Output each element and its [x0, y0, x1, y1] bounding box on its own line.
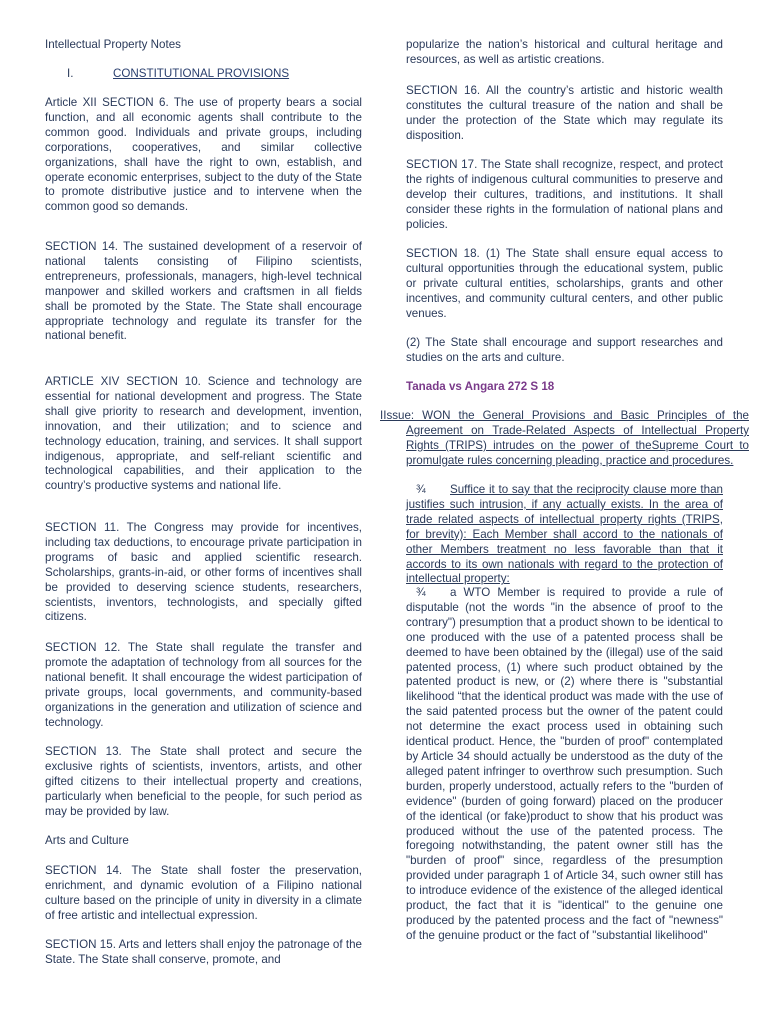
paragraph-section-11: SECTION 11. The Congress may provide for incentives, including tax deductions, to encourage private participation in programs of basic and applied scientific research. Scholarships, grants-in-aid, or other forms of incentives shall be provided to deserving science students, researchers, scientists, inventors, technologists, and specially gifted citizens. [45, 521, 362, 624]
bullet-2-text: a WTO Member is required to provide a rule of disputable (not the words "in the absence of proof to the contrary") presumption that a product shown to be identical to one produced with the use of a patented process shall be deemed to have been obtained by the (illegal) use of the said patented process, (1) where such product obtained by the patented product is new, or (2) where there is "substantial likelihood “that the identical product was made with the use of the said patented process but the owner of the patent could not determine the exact process used in obtaining such identical product. Hence, the "burden of proof" contemplated by Article 34 should actually be understood as the duty of the alleged patent infringer to overthrow such presumption. Such burden, properly understood, actually refers to the "burden of evidence" (burden of going forward) placed on the producer of the identical (or fake)product to show that his product was produced without the use of the patented process. The foregoing notwithstanding, the patent owner still has the "burden of proof" since, regardless of the presumption provided under paragraph 1 of Article 34, such owner still has to introduce evidence of the existence of the alleged identical product, the fact that it is "identical" to the genuine one produced by the patented process and the fact of "newness" of the genuine product or the fact of "substantial likelihood" [406, 586, 723, 942]
bullet-symbol: ¾ [416, 586, 426, 599]
case-title: Tanada vs Angara 272 S 18 [406, 380, 555, 393]
paragraph-section-15: SECTION 15. Arts and letters shall enjoy the patronage of the State. The State shall conserve, promote, and [45, 938, 362, 966]
paragraph-section-18: SECTION 18. (1) The State shall ensure equal access to cultural opportunities through the educational system, public or private cultural entities, scholarships, grants and other incentives, and community cultural centers, and other public venues. [406, 247, 723, 320]
issue-paragraph: IIssue: WON the General Provisions and Basic Principles of the Agreement on Trade-Related Aspects of Intellectual Property Rights (TRIPS) intrudes on the power of theSupreme Court to promulgate rules concerning pleading, practice and procedures. [380, 409, 749, 467]
heading-text: CONSTITUTIONAL PROVISIONS [113, 67, 290, 80]
paragraph-continued: popularize the nation’s historical and cultural heritage and resources, as well as artistic creations. [406, 38, 723, 66]
paragraph-section-14-culture: SECTION 14. The State shall foster the preservation, enrichment, and dynamic evolution of a Filipino national culture based on the principle of unity in diversity in a climate of free artistic and intellectual expression. [45, 864, 362, 922]
paragraph-section-12: SECTION 12. The State shall regulate the transfer and promote the adaptation of technology from all sources for the national benefit. It shall encourage the widest participation of private groups, local governments, and community-based organizations in the generation and utilization of science and technology. [45, 641, 362, 729]
paragraph-section-16: SECTION 16. All the country’s artistic and historic wealth constitutes the cultural treasure of the nation and shall be under the protection of the State which may regulate its disposition. [406, 84, 723, 142]
paragraph-article-xii: Article XII SECTION 6. The use of property bears a social function, and all economic agents shall contribute to the common good. Individuals and private groups, including corporations, cooperatives, and similar collective organizations, shall have the right to own, establish, and operate economic enterprises, subject to the duty of the State to promote distributive justice and to intervene when the common good so demands. [45, 96, 362, 214]
heading-number: I. [67, 67, 74, 80]
paragraph-section-13: SECTION 13. The State shall protect and secure the exclusive rights of scientists, inventors, artists, and other gifted citizens to their intellectual property and creations, particularly when beneficial to the people, for such period as may be provided by law. [45, 745, 362, 818]
bullet-item-1 [406, 483, 723, 587]
paragraph-section-17: SECTION 17. The State shall recognize, respect, and protect the rights of indigenous cultural communities to preserve and develop their cultures, traditions, and institutions. It shall consider these rights in the formulation of national plans and policies. [406, 158, 723, 231]
bullet-1-text: Suffice it to say that the reciprocity clause more than justifies such intrusion, if any actually exists. In the area of trade related aspects of intellectual property rights (TRIPS, for brevity): Each Member shall accord to the nationals of other Members treatment no less favorable than that it accords to its own nationals with regard to the protection of intellectual property: [406, 483, 723, 586]
document-title: Intellectual Property Notes [45, 38, 181, 51]
subheading-arts-culture: Arts and Culture [45, 834, 129, 847]
paragraph-section-14: SECTION 14. The sustained development of a reservoir of national talents consisting of Filipino scientists, entrepreneurs, professionals, managers, high-level technical manpower and skilled workers and craftsmen in all fields shall be promoted by the State. The State shall encourage appropriate technology and regulate its transfer for the national benefit. [45, 240, 362, 343]
paragraph-section-18-2: (2) The State shall encourage and support researches and studies on the arts and culture. [406, 336, 723, 364]
paragraph-article-xiv: ARTICLE XIV SECTION 10. Science and technology are essential for national development and progress. The State shall give priority to research and development, invention, innovation, and their utilization; and to science and technology education, training, and services. It shall support indigenous, appropriate, and self-reliant scientific and technological capabilities, and their application to the country’s productive systems and national life. [45, 375, 362, 493]
bullet-symbol: ¾ [416, 483, 426, 496]
bullet-item-2 [406, 586, 723, 944]
